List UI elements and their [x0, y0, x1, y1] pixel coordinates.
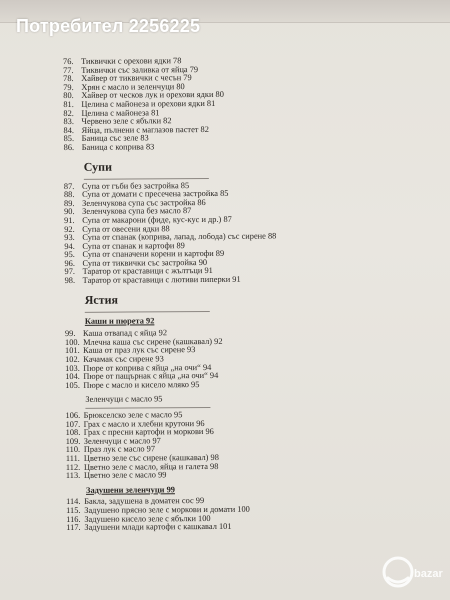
list-item: 94. Супа от спанак и картофи 89 — [64, 240, 185, 251]
list-item: 82. Целина с майонеза 81 — [63, 107, 160, 118]
table-of-contents — [63, 56, 396, 533]
list-item: 88. Супа от домати с пресечена застройка 85 — [63, 188, 229, 200]
list-item: 98. Таратор от краставици с лютиви пиперки 91 — [64, 274, 241, 286]
list-item: 106. Брюкселско зеле с масло 95 — [65, 410, 183, 420]
bazar-logo — [378, 552, 444, 592]
list-item: 102. Качамак със сирене 93 — [65, 354, 164, 365]
list-item: 95. Супа от спаначени корени и картофи 89 — [64, 249, 225, 260]
list-item: 84. Яйца, пълнени с маглазов пастет 82 — [63, 124, 209, 135]
subsection-title-porridges: Каши и пюрета 92 — [84, 316, 155, 326]
list-item: 113. Цветно зеле с масло 99 — [65, 470, 167, 481]
list-item: 83. Червено зеле с ябълки 82 — [63, 116, 172, 127]
section-title-soups: Супи — [83, 159, 113, 174]
list-item: 91. Супа от макарони (фиде, кус-кус и др.) 87 — [64, 214, 232, 225]
list-item: 107. Грах с масло и хлебни крутони 96 — [65, 418, 205, 429]
list-item: 76. Тиквички с орехови ядки 78 — [62, 56, 182, 66]
toc-list-porridges — [65, 328, 395, 390]
divider — [85, 407, 210, 409]
list-item: 99. Каша отвапад с яйца 92 — [64, 328, 168, 339]
list-item: 100. Млечна каша със сирене (кашкавал) 92 — [64, 336, 223, 347]
toc-list-stewed-vegetables — [66, 496, 396, 533]
list-item: 90. Зеленчукова супа без масло 87 — [64, 206, 192, 217]
toc-list-vegetables-butter — [65, 410, 395, 481]
bazar-logo-mark — [384, 558, 412, 586]
list-item: 112. Цветно зеле с масло, яйца и галета 98 — [65, 461, 219, 472]
list-item: 117. Задушени млади картофи с кашкавал 101 — [66, 521, 232, 533]
bazar-logo-text: bazar — [414, 568, 443, 580]
list-item: 115. Задушено прясно зеле с моркови и домати 100 — [66, 504, 250, 515]
list-item: 97. Таратор от краставици с жълтъци 91 — [64, 266, 213, 277]
list-item: 81. Целина с майонеза и орехови ядки 81 — [63, 98, 216, 109]
section-title-dishes: Ястия — [84, 292, 119, 307]
toc-list-soups — [64, 180, 395, 285]
divider — [85, 311, 210, 313]
toc-list-appetizers — [63, 56, 394, 153]
list-item: 77. Тиквички със заливка от яйца 79 — [63, 64, 199, 75]
list-item: 89. Зеленчукова супа със застройка 86 — [63, 197, 206, 208]
list-item: 86. Баница с коприва 83 — [63, 142, 155, 152]
list-item: 93. Супа от спанак (коприва, лапад, лобода) със сирене 88 — [64, 231, 277, 243]
list-item: 80. Хайвер от ческов лук и орехови ядки 80 — [63, 90, 224, 101]
subsection-title-stewed-vegetables: Задушени зеленчуци 99 — [85, 484, 175, 495]
seller-watermark: Потребител 2256225 — [16, 16, 201, 36]
list-item: 116. Задушено кисело зеле с ябълки 100 — [66, 513, 211, 524]
list-item: 109. Зеленчуци с масло 97 — [65, 436, 161, 446]
list-item: 104. Пюре от пащърнак с яйца „на очи“ 94 — [65, 371, 219, 382]
list-item: 111. Цветно зеле със сирене (кашкавал) 98 — [65, 452, 219, 463]
subsection-title-vegetables-butter: Зеленчуци с масло 95 — [85, 394, 163, 405]
list-item: 101. Каша от праз лук със сирене 93 — [65, 345, 196, 356]
list-item: 85. Баница със зеле 83 — [63, 133, 149, 144]
list-item: 114. Бакла, задушена в доматен сос 99 — [66, 496, 205, 507]
list-item: 103. Пюре от коприва с яйца „на очи“ 94 — [65, 362, 212, 373]
list-item: 105. Пюре с масло и кисело мляко 95 — [65, 379, 200, 390]
divider — [84, 178, 209, 180]
list-item: 96. Супа от тиквички със застройка 90 — [64, 257, 208, 268]
list-item: 92. Супа от овесени ядки 88 — [64, 223, 170, 234]
list-item: 79. Хрян с масло и зеленчуци 80 — [63, 81, 185, 92]
list-item: 87. Супа от гъби без застройка 85 — [63, 180, 190, 191]
list-item: 78. Хайвер от тиквички с чесън 79 — [63, 73, 192, 84]
list-item: 108. Грах с пресни картофи и моркови 96 — [65, 427, 214, 438]
list-item: 110. Праз лук с масло 97 — [65, 444, 156, 455]
